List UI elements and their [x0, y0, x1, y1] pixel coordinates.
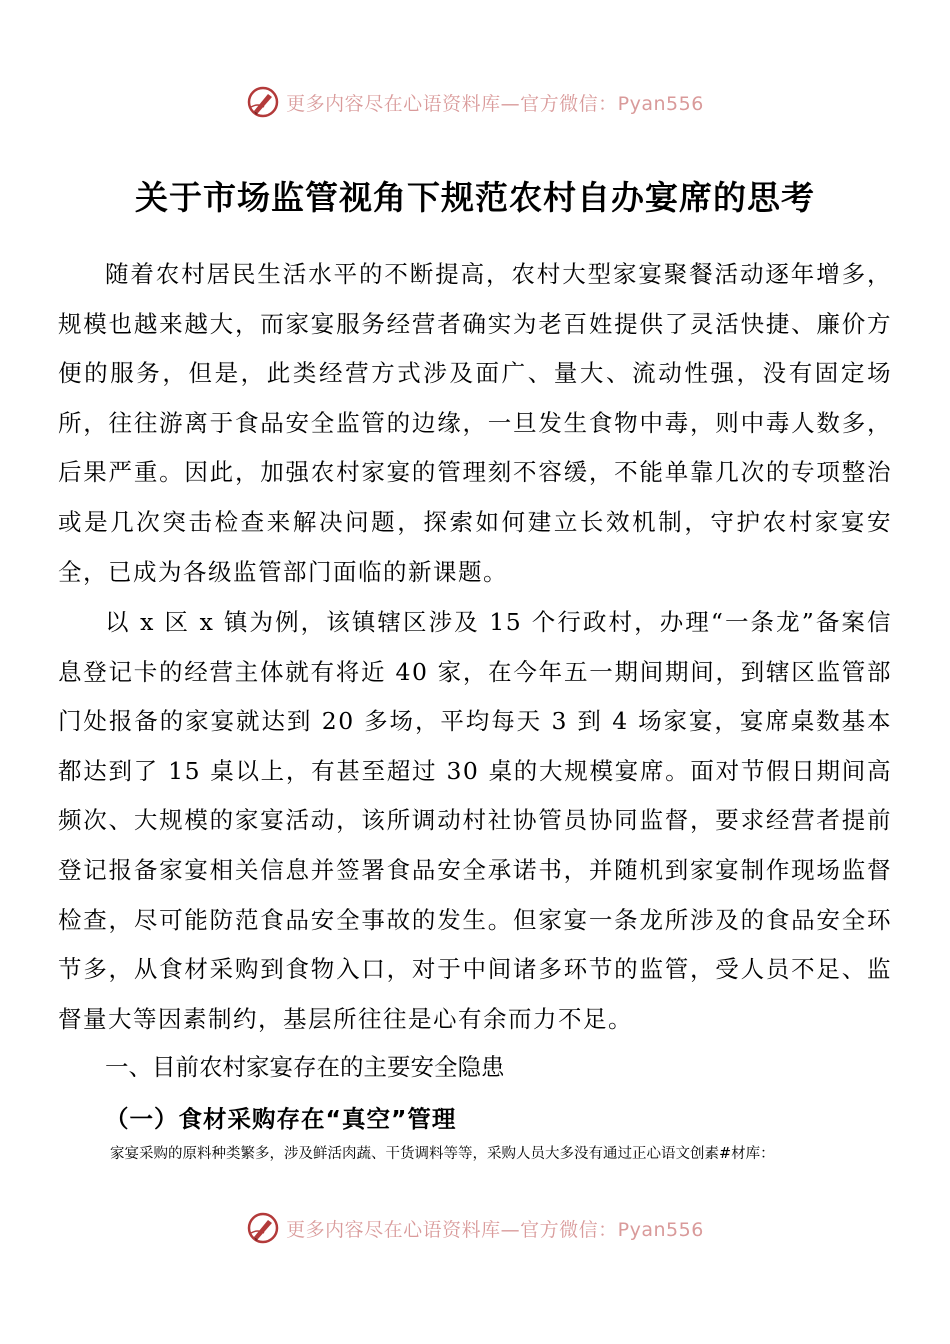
pen-in-circle-icon	[246, 85, 280, 119]
body-paragraph-1: 随着农村居民生活水平的不断提高，农村大型家宴聚餐活动逐年增多，规模也越来越大，而家宴服务经营者确实为老百姓提供了灵活快捷、廉价方便的服务，但是，此类经营方式涉及面广、量大、流动性强，没有固定场所，往往游离于食品安全监管的边缘，一旦发生食物中毒，则中毒人数多，后果严重。因此，加强农村家宴的管理刻不容缓，不能单靠几次的专项整治或是几次突击检查来解决问题，探索如何建立长效机制，守护农村家宴安全，已成为各级监管部门面临的新课题。	[58, 260, 892, 586]
footer-watermark-banner	[0, 1208, 950, 1248]
document-title: 关于市场监管视角下规范农村自办宴席的思考	[135, 178, 815, 217]
subsection-heading-1: （一）食材采购存在“真空”管理	[105, 1105, 457, 1133]
watermark-text: 更多内容尽在心语资料库—官方微信：Pyan556	[286, 92, 704, 115]
pen-in-circle-icon	[246, 1211, 280, 1245]
small-body-paragraph: 家宴采购的原料种类繁多，涉及鲜活肉蔬、干货调料等等，采购人员大多没有通过正心语文创素#材库：	[110, 1146, 775, 1162]
section-heading-1: 一、目前农村家宴存在的主要安全隐患	[105, 1053, 505, 1081]
watermark-text: 更多内容尽在心语资料库—官方微信：Pyan556	[286, 1218, 704, 1241]
header-watermark-banner	[0, 82, 950, 122]
body-paragraph-2: 以 x 区 x 镇为例，该镇辖区涉及 15 个行政村，办理“一条龙”备案信息登记卡的经营主体就有将近 40 家，在今年五一期间期间，到辖区监管部门处报备的家宴就达到 20 多场，平均每天 3 到 4 场家宴，宴席桌数基本都达到了 15 桌以上，有甚至超过 30 桌的大规模宴席。面对节假日期间高频次、大规模的家宴活动，该所调动村社协管员协同监督，要求经营者提前登记报备家宴相关信息并签署食品安全承诺书，并随机到家宴制作现场监督检查，尽可能防范食品安全事故的发生。但家宴一条龙所涉及的食品安全环节多，从食材采购到食物入口，对于中间诸多环节的监管，受人员不足、监督量大等因素制约，基层所往往是心有余而力不足。	[58, 608, 892, 1033]
